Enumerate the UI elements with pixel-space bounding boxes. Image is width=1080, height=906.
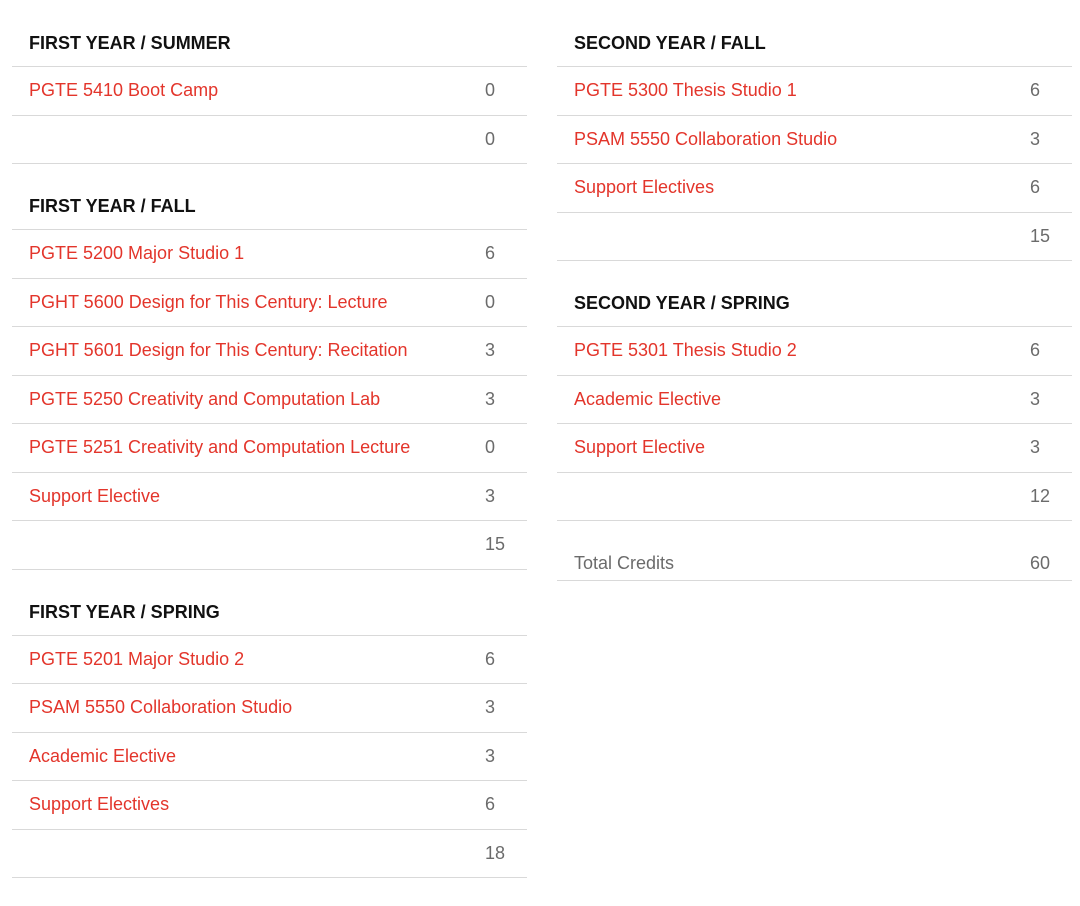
course-link[interactable]: Support Electives: [574, 177, 715, 197]
term-subtotal-row: [12, 521, 527, 570]
term-title: FIRST YEAR / SPRING: [12, 581, 527, 636]
course-credits: 3: [485, 697, 496, 717]
course-credits: 3: [1030, 128, 1041, 149]
course-credits: 6: [1030, 80, 1041, 100]
course-row: [12, 327, 527, 376]
term-subtotal: 18: [485, 842, 506, 863]
course-credits: 6: [485, 243, 496, 263]
course-row: [12, 279, 527, 328]
term-title: FIRST YEAR / FALL: [12, 175, 527, 230]
term-subtotal: 15: [1030, 225, 1051, 246]
term-subtotal-row: [12, 830, 527, 879]
course-row: [12, 733, 527, 782]
right-column: [557, 12, 1072, 581]
course-credits: 3: [1030, 437, 1041, 457]
course-row: [557, 164, 1072, 213]
total-credits-label: Total Credits: [574, 553, 675, 573]
term-subtotal: 15: [485, 534, 506, 554]
course-row: [12, 67, 527, 116]
left-column: [12, 12, 527, 889]
course-credits: 0: [485, 291, 496, 312]
course-credits: 3: [485, 745, 496, 766]
course-row: [557, 116, 1072, 165]
course-row: [12, 684, 527, 733]
term-second-year-spring: [557, 272, 1072, 521]
course-credits: 3: [485, 340, 496, 360]
course-row: [557, 327, 1072, 376]
course-credits: 3: [485, 388, 496, 409]
course-link[interactable]: PGHT 5601 Design for This Century: Recitation: [29, 340, 408, 360]
course-link[interactable]: Academic Elective: [574, 388, 722, 409]
course-link[interactable]: PGHT 5600 Design for This Century: Lecture: [29, 291, 388, 312]
total-credits-row: [557, 521, 1072, 581]
term-subtotal-row: [557, 473, 1072, 522]
course-row: [12, 636, 527, 685]
total-credits-value: 60: [1030, 553, 1051, 573]
course-row: [12, 230, 527, 279]
course-row: [557, 376, 1072, 425]
course-credits: 0: [485, 437, 496, 457]
course-link[interactable]: PGTE 5200 Major Studio 1: [29, 243, 245, 263]
course-link[interactable]: PGTE 5301 Thesis Studio 2: [574, 340, 797, 360]
term-title: SECOND YEAR / SPRING: [557, 272, 1072, 327]
course-credits: 3: [1030, 388, 1041, 409]
term-first-year-summer: [12, 12, 527, 164]
term-title: SECOND YEAR / FALL: [557, 12, 1072, 67]
course-link[interactable]: Support Elective: [29, 485, 161, 506]
course-credits: 6: [485, 648, 496, 669]
course-credits: 6: [1030, 177, 1041, 197]
course-row: [557, 424, 1072, 473]
course-row: [12, 376, 527, 425]
course-credits: 3: [485, 485, 496, 506]
course-link[interactable]: PSAM 5550 Collaboration Studio: [574, 128, 838, 149]
course-link[interactable]: Academic Elective: [29, 745, 177, 766]
term-second-year-fall: [557, 12, 1072, 261]
course-row: [12, 424, 527, 473]
course-row: [12, 473, 527, 522]
course-row: [557, 67, 1072, 116]
term-title: FIRST YEAR / SUMMER: [12, 12, 527, 67]
course-link[interactable]: PSAM 5550 Collaboration Studio: [29, 697, 293, 717]
term-first-year-fall: [12, 175, 527, 570]
course-link[interactable]: Support Elective: [574, 437, 706, 457]
term-first-year-spring: [12, 581, 527, 879]
term-subtotal: 12: [1030, 485, 1051, 506]
course-link[interactable]: Support Electives: [29, 794, 170, 814]
term-subtotal: 0: [485, 128, 496, 149]
course-link[interactable]: PGTE 5201 Major Studio 2: [29, 648, 245, 669]
course-credits: 0: [485, 80, 496, 100]
course-credits: 6: [485, 794, 496, 814]
course-credits: 6: [1030, 340, 1041, 360]
term-subtotal-row: [12, 116, 527, 165]
course-link[interactable]: PGTE 5250 Creativity and Computation Lab: [29, 388, 381, 409]
term-subtotal-row: [557, 213, 1072, 262]
course-link[interactable]: PGTE 5300 Thesis Studio 1: [574, 80, 797, 100]
course-link[interactable]: PGTE 5251 Creativity and Computation Lecture: [29, 437, 411, 457]
course-row: [12, 781, 527, 830]
course-link[interactable]: PGTE 5410 Boot Camp: [29, 80, 219, 100]
